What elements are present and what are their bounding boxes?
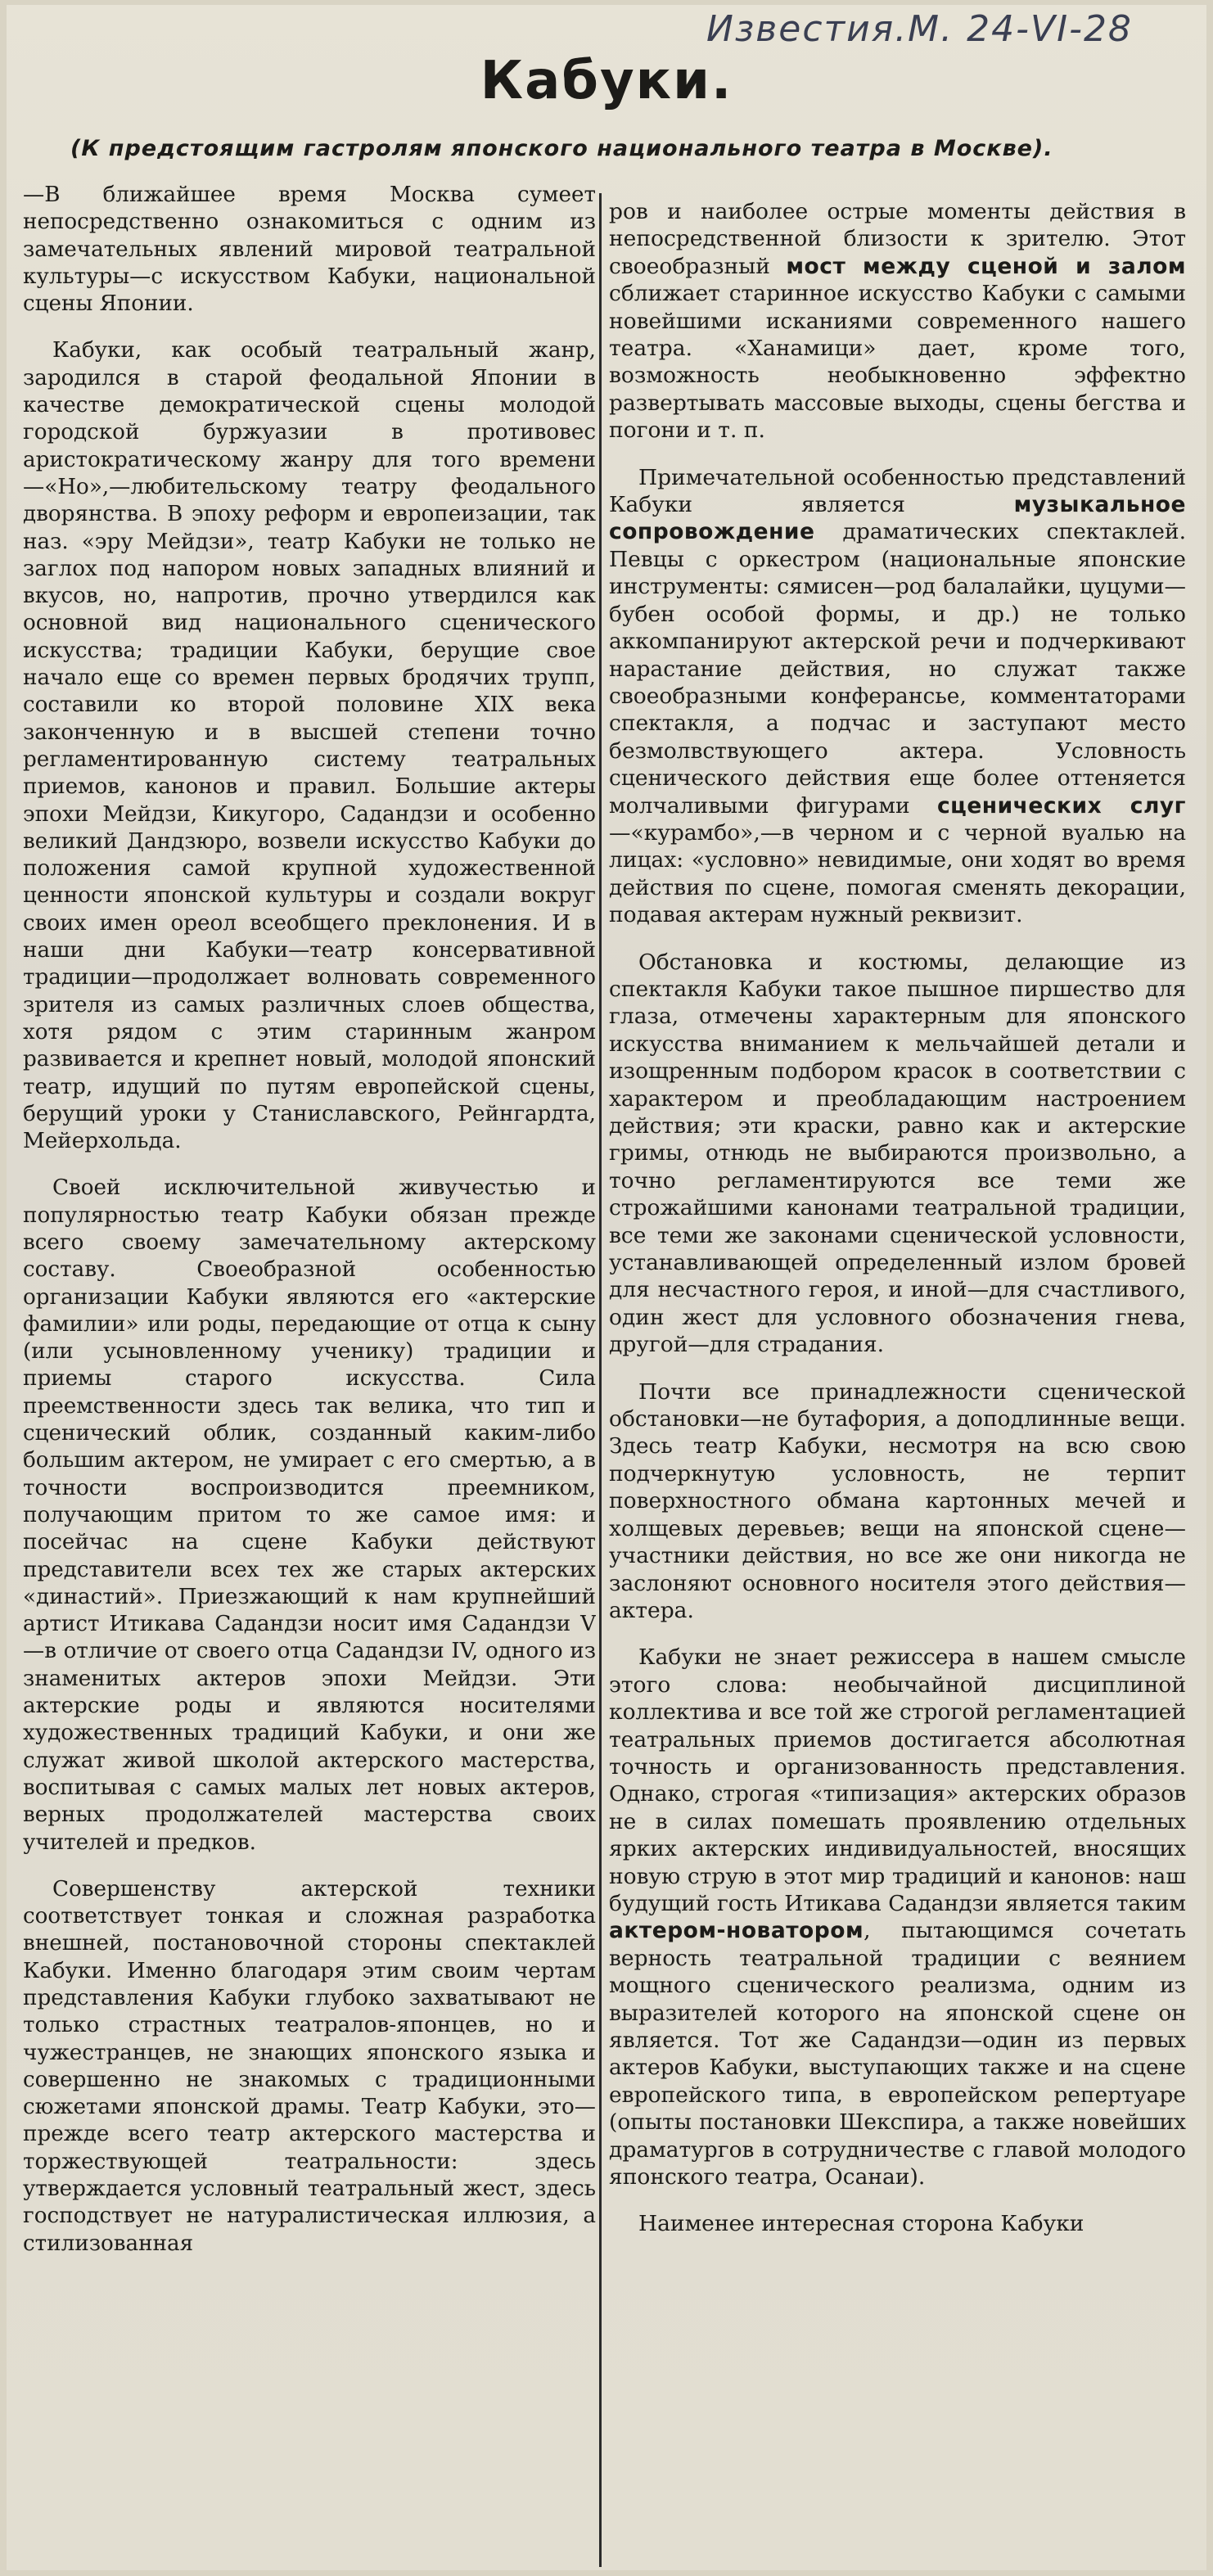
paragraph (609, 464, 1186, 929)
emphasis-text: мост между сценой и залом (786, 253, 1186, 279)
emphasis-text: сценических слуг (936, 792, 1186, 819)
paragraph-text: , пытающимся сочетать верность театральной традиции с веянием мощного сценического реализма, одним из выразителей которого на японской сцене он является. Тот же Садандзи—один из первых актеров Кабуки, выступающих также и на сцене европейского типа, в европейском репертуаре (опыты постановки Шекспира, а также новейших драматургов в сотрудничестве с главой молодого японского театра, Осанаи). (609, 1918, 1186, 2190)
paragraph-text: Почти все принадлежности сценической обстановки—не бутафория, а доподлинные вещи. Здесь театр Кабуки, несмотря на всю свою подчеркнутую условность, не терпит поверхностного обмана картонных мечей и холщевых деревьев; вещи на японской сцене—участники действия, но все же они никогда не заслоняют основного носителя этого действия—актера. (609, 1378, 1186, 1623)
paragraph (609, 949, 1186, 1359)
paragraph-text: Наименее интересная сторона Кабуки (638, 2211, 1084, 2237)
emphasis-text: музыкальное сопровождение (609, 492, 1186, 545)
article-title: Кабуки. (480, 51, 733, 111)
newspaper-clipping (7, 5, 1206, 2570)
paragraph: Совершенству актерской техники соответствует тонкая и сложная разработка внешней, постановочной стороны спектаклей Кабуки. Именно благодаря этим своим чертам представления Кабуки глубоко захватывают не только страстных театралов-японцев, но и чужестранцев, не знающих японского языка и совершенно не знакомых с традиционными сюжетами японской драмы. Театр Кабуки, это—прежде всего театр актерского мастерства и торжествующей театральности: здесь утверждается условный театральный жест, здесь господствует не натуралистическая иллюзия, а стилизованная (23, 1876, 596, 2256)
paragraph-text: сближает старинное искусство Кабуки с самыми новейшими исканиями современного нашего театра. «Ханамици» дает, кроме того, возможность необыкновенно эффектно развертывать массовые выходы, сцены бегства и погони и т. п. (609, 281, 1186, 444)
paragraph-text: Обстановка и костюмы, делающие из спектакля Кабуки такое пышное пиршество для глаза, отмечены характерным для японского искусства вниманием к мельчайшей детали и изощренным подбором красок в соответствии с характером и преобладающим настроением действия; эти краски, равно как и актерские гримы, отнюдь не выбираются произвольно, а точно регламентируются все теми же строжайшими канонами театральной традиции, все теми же законами сценической условности, устанавливающей определенный излом бровей для несчастного героя, и иной—для счастливого, один жест для условного обозначения гнева, другой—для страдания. (609, 949, 1186, 1358)
paragraph-text: Примечательной особенностью представлений Кабуки является (609, 464, 1186, 518)
paragraph: —В ближайшее время Москва сумеет непосредственно ознакомиться с одним из замечательных явлений мировой театральной культуры—с искусством Кабуки, национальной сцены Японии. (23, 183, 596, 317)
paragraph-text: —«курамбо»,—в черном и с черной вуалью на лицах: «условно» невидимые, они ходят во время действия по сцене, помогая сменять декорации, подавая актерам нужный реквизит. (609, 819, 1186, 928)
column-divider (599, 193, 602, 2567)
paragraph-text: драматических спектаклей. Певцы с оркестром (национальные японские инструменты: сямисен—род балалайки, цуцуми—бубен особой формы, и др.) не только аккомпанируют актерской речи и подчеркивают нарастание действия, но служат также своеобразными конферансье, комментаторами спектакля, а подчас и заступают место безмолвствующего актера. Условность сценического действия еще более оттеняется молчаливыми фигурами (609, 519, 1186, 819)
paragraph: Своей исключительной живучестью и популярностью театр Кабуки обязан прежде всего своему замечательному актерскому составу. Своеобразной особенностью организации Кабуки являются его «актерские фамилии» или роды, передающие от отца к сыну (или усыновленному ученику) традиции и приемы старого искусства. Сила преемственности здесь так велика, что тип и сценический облик, созданный каким-либо большим актером, не умирает с его смертью, а в точности воспроизводится преемником, получающим притом то же самое имя: и посейчас на сцене Кабуки действуют представители всех тех же старых актерских «династий». Приезжающий к нам крупнейший артист Итикава Садандзи носит имя Садандзи V—в отличие от своего отца Садандзи IV, одного из знаменитых актеров эпохи Мейдзи. Эти актерские роды и являются носителями художественных традиций Кабуки, и они же служат живой школой актерского мастерства, воспитывая с самых малых лет новых актеров, верных продолжателей мастерства своих учителей и предков. (23, 1175, 596, 1855)
right-column (609, 198, 1186, 2570)
paragraph-text: Кабуки не знает режиссера в нашем смысле этого слова: необычайной дисциплиной коллектива и все той же строгой регламентацией театральных приемов достигается абсолютная точность и организованность представления. Однако, строгая «типизация» актерских образов не в силах помешать проявлению отдельных ярких актерских индивидуальностей, вносящих новую струю в этот мир традиций и канонов: наш будущий гость Итикава Садандзи является таким (609, 1644, 1186, 1916)
paragraph (609, 2210, 1186, 2237)
paragraph (609, 1644, 1186, 2190)
paragraph: Кабуки, как особый театральный жанр, зародился в старой феодальной Японии в качестве демократической сцены молодой городской буржуазии в противовес аристократическому жанру для того времени—«Но»,—любительскому театру феодального дворянства. В эпоху реформ и европеизации, так наз. «эру Мейдзи», театр Кабуки не только не заглох под напором новых западных влияний и вкусов, но, напротив, прочно утвердился как основной вид национального сценического искусства; традиции Кабуки, берущие свое начало еще со времен первых бродячих трупп, составили ко второй половине XIX века законченную и в высшей степени точно регламентированную систему театральных приемов, канонов и правил. Большие актеры эпохи Мейдзи, Кикугоро, Садандзи и особенно великий Дандзюро, возвели искусство Кабуки до положения самой крупной художественной ценности японской культуры и создали вокруг своих имен ореол всеобщего преклонения. И в наши дни Кабуки—театр консервативной традиции—продолжает волновать современного зрителя из самых различных слоев общества, хотя рядом с этим старинным жанром развивается и крепнет новый, молодой японский театр, идущий по путям европейской сцены, берущий уроки у Станиславского, Рейнгардта, Мейерхольда. (23, 338, 596, 1154)
emphasis-text: актером-новатором (609, 1918, 864, 1944)
handwritten-source-note: Известия.М. 24-VI-28 (706, 8, 1133, 50)
paragraph-text: ров и наиболее острые моменты действия в непосредственной близости к зрителю. Этот своеобразный (609, 199, 1186, 279)
paragraph (609, 1378, 1186, 1625)
left-column (23, 182, 596, 2570)
paragraph (609, 198, 1186, 444)
article-subtitle: (К предстоящим гастролям японского национального театра в Москве). (70, 136, 1053, 161)
